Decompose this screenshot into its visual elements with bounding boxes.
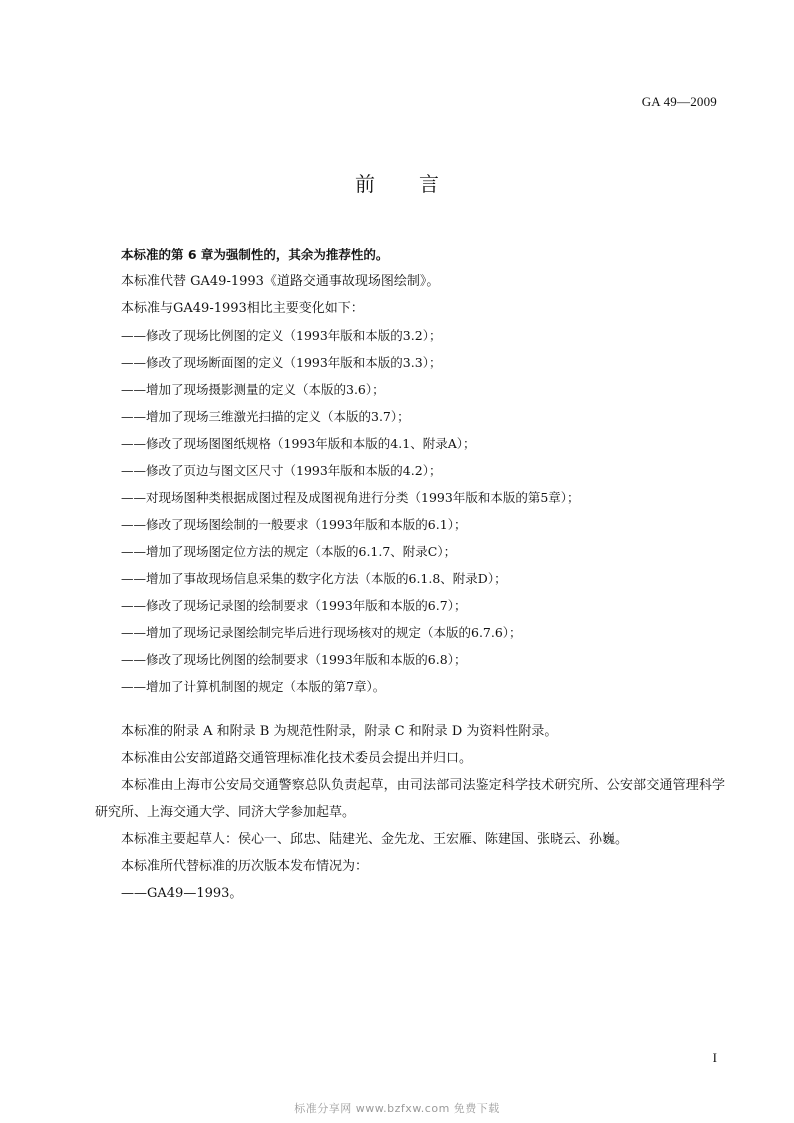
list-item: ——增加了现场摄影测量的定义（本版的3.6）； [121,382,385,397]
list-item: ——修改了现场断面图的定义（1993年版和本版的3.3）； [121,355,442,370]
changes-list [95,322,725,700]
list-item: ——增加了计算机制图的规定（本版的第7章）。 [121,679,386,694]
list-item: ——增加了现场记录图绘制完毕后进行现场核对的规定（本版的6.7.6）； [121,625,522,640]
download-footer: 标准分享网 www.bzfxw.com 免费下载 [294,1102,500,1115]
appendices-statement: 本标准的附录 A 和附录 B 为规范性附录，附录 C 和附录 D 为资料性附录。 [121,724,558,739]
standard-code: GA 49—2009 [641,94,717,109]
list-item: ——修改了现场图图纸规格（1993年版和本版的4.1、附录A）； [121,436,476,451]
list-item: ——修改了现场图绘制的一般要求（1993年版和本版的6.1）； [121,517,467,532]
main-drafters-statement: 本标准主要起草人：侯心一、邱忠、陆建光、金先龙、王宏雁、陈建国、张晓云、孙巍。 [121,832,629,847]
list-item: ——对现场图种类根据成图过程及成图视角进行分类（1993年版和本版的第5章）； [121,490,580,505]
history-intro: 本标准所代替标准的历次版本发布情况为： [121,859,369,874]
list-item: ——修改了现场比例图的绘制要求（1993年版和本版的6.8）； [121,652,467,667]
list-item: ——增加了事故现场信息采集的数字化方法（本版的6.1.8、附录D）； [121,571,507,586]
changes-intro: 本标准与GA49-1993相比主要变化如下： [121,301,364,316]
proposed-by-statement: 本标准由公安部道路交通管理标准化技术委员会提出并归口。 [121,751,473,766]
list-item: ——修改了页边与图文区尺寸（1993年版和本版的4.2）； [121,463,442,478]
page-title: 前言 [355,172,483,196]
history-item: ——GA49—1993。 [121,886,243,901]
mandatory-note: 本标准的第 6 章为强制性的，其余为推荐性的。 [121,247,389,262]
list-item: ——修改了现场记录图的绘制要求（1993年版和本版的6.7）； [121,598,467,613]
list-item: ——增加了现场图定位方法的规定（本版的6.1.7、附录C）； [121,544,457,559]
list-item: ——增加了现场三维激光扫描的定义（本版的3.7）； [121,409,410,424]
drafted-by-statement: 本标准由上海市公安局交通警察总队负责起草，由司法部司法鉴定科学技术研究所、公安部交通管理科学研究所、上海交通大学、同济大学参加起草。 [95,778,725,820]
replaces-statement: 本标准代替 GA49-1993《道路交通事故现场图绘制》。 [121,274,440,289]
list-item: ——修改了现场比例图的定义（1993年版和本版的3.2）； [121,328,442,343]
foreword-body [95,241,725,907]
page-number: I [712,1050,717,1065]
paragraph-spacer [95,700,725,718]
